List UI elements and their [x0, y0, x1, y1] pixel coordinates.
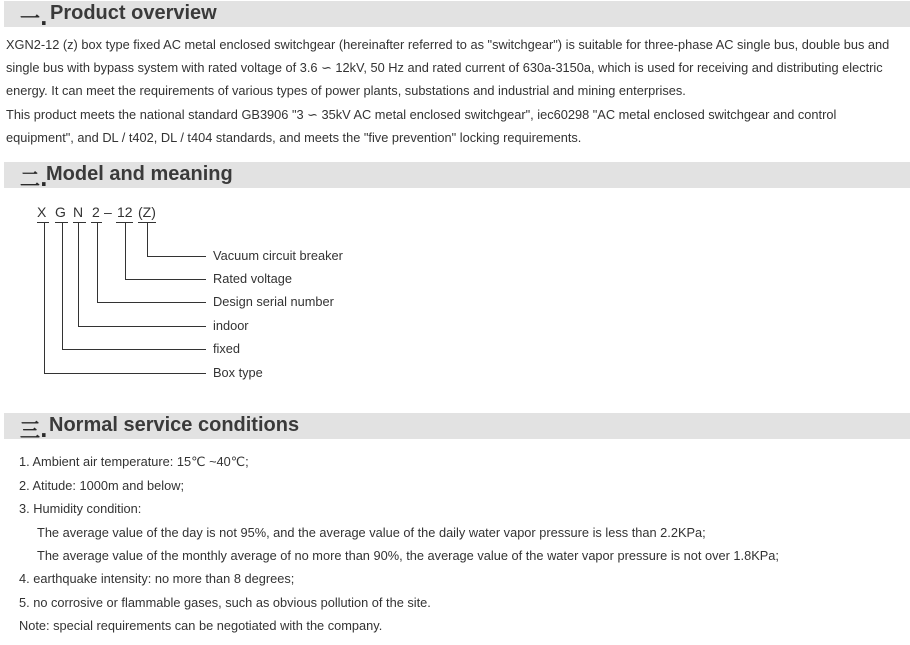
overview-line: XGN2-12 (z) box type fixed AC metal enclosed switchgear (hereinafter referred to as "switchgear") is suitable for three-phase AC single bus, double bus and: [6, 37, 890, 52]
section-number: 二.: [20, 167, 48, 191]
section-number: 一.: [20, 6, 48, 30]
overview-line: This product meets the national standard GB3906 "3 ∽ 35kV AC metal enclosed switchgear", iec60298 "AC metal enclosed switchgear and control: [6, 107, 837, 122]
model-meaning-box-type: Box type: [213, 365, 263, 380]
section-title: Model and meaning: [46, 163, 233, 185]
model-code-part: 2: [92, 204, 100, 220]
model-code-part: 12: [117, 204, 133, 220]
condition-item: 4. earthquake intensity: no more than 8 degrees;: [19, 571, 295, 586]
overview-line: energy. It can meet the requirements of various types of power plants, substations and industrial and mining enterprises.: [6, 83, 686, 98]
section-title: Normal service conditions: [49, 414, 300, 436]
model-code-part: (Z): [138, 204, 156, 220]
overview-line: single bus with bypass system with rated voltage of 3.6 ∽ 12kV, 50 Hz and rated current of 630a-3150a, which is used for receiving and distributing electric: [6, 60, 883, 75]
model-code-part: X: [37, 204, 47, 220]
condition-item: 3. Humidity condition:: [19, 501, 142, 516]
model-code-part: –: [104, 204, 112, 220]
condition-note: Note: special requirements can be negotiated with the company.: [19, 618, 383, 633]
model-meaning-rated-voltage: Rated voltage: [213, 271, 292, 286]
condition-subitem: The average value of the monthly average of no more than 90%, the average value of the water vapor pressure is not over 1.8KPa;: [37, 548, 779, 563]
model-code-part: G: [55, 204, 66, 220]
overview-line: equipment", and DL / t402, DL / t404 standards, and meets the "five prevention" locking requirements.: [6, 130, 582, 145]
model-meaning-indoor: indoor: [213, 318, 249, 333]
condition-item: 2. Atitude: 1000m and below;: [19, 478, 185, 493]
model-meaning-design-serial-number: Design serial number: [213, 294, 334, 309]
section-title: Product overview: [50, 2, 217, 24]
condition-item: 5. no corrosive or flammable gases, such as obvious pollution of the site.: [19, 595, 431, 610]
model-meaning-fixed: fixed: [213, 341, 241, 356]
model-code-part: N: [73, 204, 84, 220]
condition-subitem: The average value of the day is not 95%, and the average value of the daily water vapor pressure is less than 2.2KPa;: [37, 525, 706, 540]
section-header-normal-service-conditions: [4, 413, 910, 442]
model-meaning-vacuum-circuit-breaker: Vacuum circuit breaker: [213, 248, 343, 263]
section-number: 三.: [20, 418, 48, 442]
condition-item: 1. Ambient air temperature: 15℃ ~40℃;: [19, 454, 249, 469]
